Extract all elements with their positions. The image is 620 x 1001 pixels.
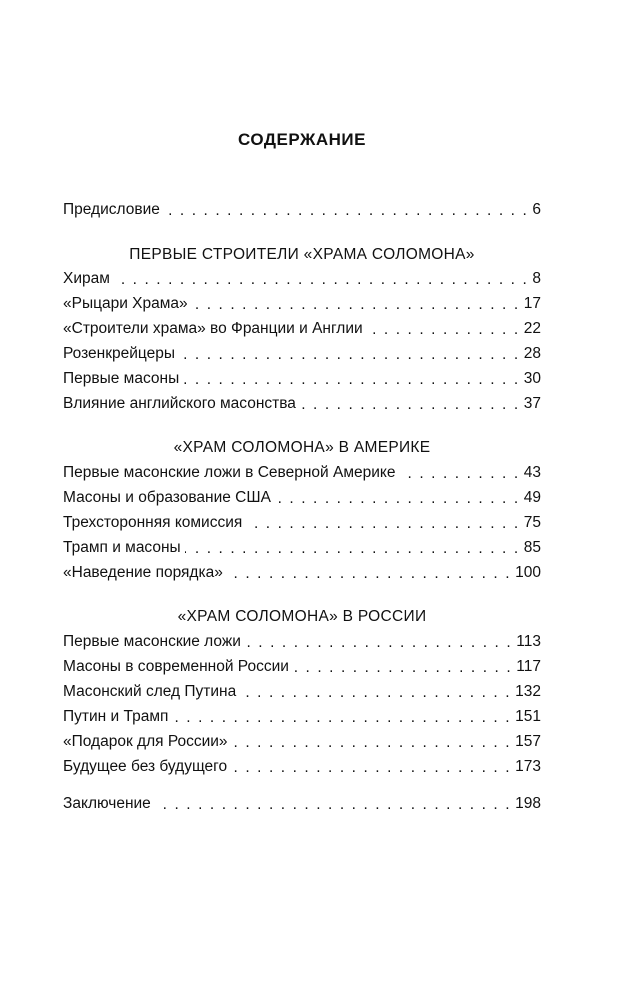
toc-page-number: 22 (523, 320, 541, 337)
dot-leader (172, 711, 511, 727)
dot-leader (293, 661, 512, 677)
dot-leader (185, 542, 520, 558)
section-title: «ХРАМ СОЛОМОНА» В АМЕРИКЕ (173, 439, 431, 456)
dot-leader (275, 492, 520, 508)
toc-page-number: 6 (532, 201, 541, 218)
dot-leader (183, 373, 520, 389)
toc-entry[interactable] (63, 683, 541, 705)
toc-entry-label: Первые масонские ложи в Северной Америке (63, 464, 396, 481)
toc-page-number: 151 (515, 708, 541, 725)
toc-entry[interactable] (63, 370, 541, 392)
dot-leader (155, 798, 511, 814)
toc-entry[interactable] (63, 464, 541, 486)
toc-page-number: 198 (515, 795, 541, 812)
toc-entry[interactable] (63, 295, 541, 317)
dot-leader (240, 686, 511, 702)
toc-entry-label: Масонский след Путина (63, 683, 237, 700)
toc-page-number: 37 (523, 395, 541, 412)
toc-entry[interactable] (63, 395, 541, 417)
toc-entry-label: Трехсторонняя комиссия (63, 514, 243, 531)
toc-entry[interactable] (63, 633, 541, 655)
toc-page-number: 75 (523, 514, 541, 531)
toc-entry[interactable] (63, 514, 541, 536)
toc-entry-label: Трамп и масоны (63, 539, 181, 556)
dot-leader (246, 517, 519, 533)
toc-page-number: 85 (523, 539, 541, 556)
dot-leader (231, 761, 511, 777)
toc-page-number: 8 (532, 270, 541, 287)
toc-entry-label: Будущее без будущего (63, 758, 228, 775)
toc-entry[interactable] (63, 320, 541, 342)
toc-entry-conclusion[interactable] (63, 795, 541, 817)
toc-entry-label: Первые масоны (63, 370, 180, 387)
toc-entry-label: Хирам (63, 270, 110, 287)
toc-page-number: 173 (515, 758, 541, 775)
toc-entry-label: Заключение (63, 795, 151, 812)
toc-entry-label: Путин и Трамп (63, 708, 169, 725)
dot-leader (399, 467, 519, 483)
toc-page-number: 117 (516, 658, 541, 675)
toc-entry[interactable] (63, 733, 541, 755)
toc-entry-label: «Рыцари Храма» (63, 295, 188, 312)
toc-entry-label: Розенкрейцеры (63, 345, 175, 362)
toc-entry-label: Предисловие (63, 201, 160, 218)
dot-leader (114, 273, 528, 289)
toc-entry-intro[interactable] (63, 201, 541, 223)
toc-entry[interactable] (63, 489, 541, 511)
toc-entry[interactable] (63, 564, 541, 586)
toc-entry-label: «Наведение порядка» (63, 564, 223, 581)
toc-entry-label: Масоны и образование США (63, 489, 271, 506)
toc-entry[interactable] (63, 708, 541, 730)
section-title: ПЕРВЫЕ СТРОИТЕЛИ «ХРАМА СОЛОМОНА» (129, 246, 475, 263)
toc-page-number: 113 (516, 633, 541, 650)
toc-entry-label: Первые масонские ложи (63, 633, 241, 650)
page-title: СОДЕРЖАНИЕ (238, 130, 366, 149)
toc-page-number: 157 (515, 733, 541, 750)
dot-leader (164, 204, 529, 220)
toc-page-number: 43 (523, 464, 541, 481)
toc-page-number: 49 (523, 489, 541, 506)
dot-leader (179, 348, 520, 364)
toc-page-number: 100 (515, 564, 541, 581)
dot-leader (300, 398, 520, 414)
toc-page-number: 30 (523, 370, 541, 387)
toc-entry[interactable] (63, 539, 541, 561)
toc-entry[interactable] (63, 345, 541, 367)
toc-entry[interactable] (63, 270, 541, 292)
toc-entry-label: Влияние английского масонства (63, 395, 296, 412)
dot-leader (245, 636, 512, 652)
toc-page-number: 17 (523, 295, 541, 312)
toc-page-number: 28 (523, 345, 541, 362)
section-title: «ХРАМ СОЛОМОНА» В РОССИИ (177, 608, 427, 625)
toc-entry[interactable] (63, 758, 541, 780)
toc-entry[interactable] (63, 658, 541, 680)
toc-page-number: 132 (515, 683, 541, 700)
dot-leader (227, 567, 511, 583)
toc-entry-label: Масоны в современной России (63, 658, 289, 675)
dot-leader (232, 736, 512, 752)
dot-leader (367, 323, 520, 339)
toc-entry-label: «Строители храма» во Франции и Англии (63, 320, 363, 337)
dot-leader (192, 298, 520, 314)
toc-entry-label: «Подарок для России» (63, 733, 228, 750)
